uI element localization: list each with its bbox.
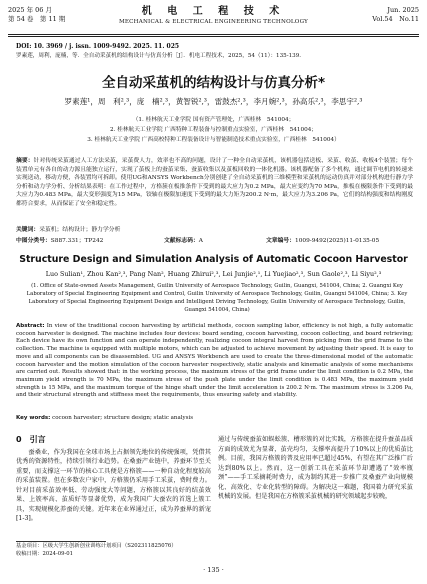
abstract-cn-label: 摘要：: [16, 158, 34, 164]
keywords-cn-text: 采茧机；结构设计；静力学分析: [39, 227, 121, 233]
authors-en: Luo Sulian¹, Zhou Kan²,³, Pang Nan², Huang Zhirui²,³, Lei Junjie²,¹, Li Yuejiao²,³, Sun Gaole²,³, Li Siyu²,³: [45, 270, 382, 278]
intro-paragraph-left: 蚕桑业，作为我国在全球市场上占据领先地位的传统强项，凭借其优秀的资源特性，持续引领行业趋势。在桑蚕产业链中，养蚕环节至关重要，而支撑这一环节的核心工具便是方格簇——一种自动化程度较高的采茧装置。但在多数农户家中，方格簇仍采用手工采茧，费时费力。针对目前采茧效率低、劳动强度大等问题，方格簇以其良好的结茧效果、上簇率高、茧质好等显著优势，成为我国广大蚕农的首选上簇工具，实现规模化养蚕的关键。近年来在业界通过正，成为养蚕界的新宠[1-3]。: [16, 448, 211, 522]
abstract-cn-text: 针对传统采茧通过人工方法采茧，采茧费人力，效率也不高的问题，设计了一种全自动采茧机，该机器包括送板、采茧、收茧、收板4个装置；每个装置单元有各自的动力源且能独立运行，实现了茧板上的蚕茧采集、蚕茧收集以及茧板回收的一体化机器。该机器配备了多个机构，通过调节电机的转速来实现送动，移动方便，各装置均可拆卸。使用UG和ANSYS Workbench分别创建了全自动采茧机的三维模型和采茧机的运动仿真并对部分机构进行静力学分析和动力学分析、分析结果表明：在工作过程中，方格簇在板推条件下受到的最大应力为0.2 MPa，最大应变约为70 MPa，推板在极限条件下受到的最大应力为0.483 MPa，最大变形强度为15 MPa，铰轴在极限加速度下受到的最大力矩为200.2 N·m，最大应力为3.206 Pa，它们的结构强度和结构刚度都符合要求，从而保证了安全和稳定性。: [16, 158, 413, 207]
doc-code-value: A: [198, 238, 203, 244]
classification-line: [16, 237, 413, 246]
abstract-en-text: In view of the traditional cocoon harvesting by artificial methods, cocoon sampling labor, efficiency is not high, a fully automatic cocoon harvester is designed. The machine includes four devices: board sending, cocoon harvesting, cocoon collecting, and board retrieving; Each device have its own function and can operate independently, realizing cocoon integral harvest from picking from the grid frame to the collection. The machine is equipped with multiple motors, which can be adjusted to achieve movement by adjusting their speed. It is easy to move and all components can be disassembled. UG and ANSYS Workbench are used to create the three-dimensional model of the automatic cocoon harvester and the motion simulation of the cocoon harvester respectively, static analysis and kinematic analysis of some mechanisms are carried out. Results showed that: in the working process, the maximum stress of the grid frame under the limit condition is 0.2 MPa, the maximum yield strength is 70 MPa, the maximum stress of the push plate under the limit condition is 0.483 MPa, the maximum yield strength is 15 MPa, and the maximum torque of the hinge shaft under the limit acceleration is 200.2 N·m. The maximum stress is 3.206 Pa, and their structural strength and stiffness meet the requirements, thus ensuring safety and stability.: [16, 323, 413, 399]
keywords-en-text: cocoon harvester; structure design; static analysis: [52, 415, 194, 421]
keywords-en: [16, 415, 413, 423]
article-number: [266, 237, 379, 246]
header-date-en: Jun. 2025: [387, 6, 419, 14]
footnote-divider: [16, 541, 106, 542]
page-title: 全自动采茧机的结构设计与仿真分析*: [101, 75, 326, 91]
affiliation-cn-1: （1. 桂林航天工业学院 国有资产管理处，广西桂林 541004；: [132, 117, 295, 123]
header-date: 2025 年 06 月: [8, 6, 53, 14]
page-number: · 135 ·: [203, 566, 224, 574]
abstract-en: [16, 323, 413, 400]
abstract-en-label: Abstract:: [16, 323, 45, 329]
keywords-en-label: Key words:: [16, 415, 51, 421]
header-center: [8, 6, 419, 26]
keywords-cn-label: 关键词：: [16, 227, 40, 233]
header-rule-top: [8, 34, 419, 35]
article-number-label: 文章编号：: [266, 238, 295, 244]
clc-value: S887.331；TP242: [50, 238, 104, 244]
title-en: Structure Design and Simulation Analysis of Automatic Cocoon Harvestor: [19, 254, 408, 265]
clc: [16, 237, 103, 246]
footnote-received-date: 收稿日期：2024-09-01: [16, 550, 74, 557]
header-right: [372, 6, 419, 24]
footnote-fund: 基金项目：区级大学生创新创业训练计划项目（S202311825076）: [16, 543, 177, 549]
intro-paragraph-right: 通过与传统蚕茧如蜈蚣簇、槽形簇的对比实践，方格簇在提升蚕茧品质方面的成效尤为显著，茧壳均匀，支撑率高提升了10%以上的优质茧比例。目前，我国方格簇的普及应用率已超过45%，有望在其广泛推广后达到80%以上。然而，这一创新工具在采茧环节却遭遇了“效率瓶颈”——手工采摘耗时费力，成为制约其进一步推广及桑蚕产业向规模化、高效化、专业化转型的障碍。为解决这一难题，我国着力研究采茧机械的发展。但是我国在方格簇采茧机械的研究领域起步较晚，: [218, 436, 413, 500]
body-column-right: [218, 435, 413, 559]
header-volume-en: Vol.54 No.11: [372, 15, 419, 23]
keywords-cn: [16, 226, 413, 235]
doc-code-label: 文献标志码：: [164, 238, 199, 244]
abstract-cn: [16, 157, 413, 209]
journal-header: [8, 6, 419, 36]
authors-cn: 罗素莲¹，周 利²,³，庞 楠²,³，黄智锐²,³，雷鼓杰²,³，李月婉²,³，孙高乐²,³，李思宇²,³: [64, 97, 363, 106]
footnote: [16, 543, 216, 558]
doc-code: [164, 237, 203, 246]
citation: 罗素莲，周利，庞楠，等．全自动采茧机的结构设计与仿真分析［J］．机电工程技术，2025，54（11）：135-139.: [16, 53, 302, 59]
affiliation-cn-2: 2. 桂林航天工业学院 广西特种工程装备与控制重点实验室，广西桂林 541004；: [109, 127, 318, 133]
doi: DOI: 10. 3969 / j. issn. 1009-9492. 2025. 11. 025: [16, 43, 180, 50]
affiliations-en: (1. Office of State-owned Assets Management, Guilin University of Aerospace Technology, Guilin, Guangxi, 541004, China; 2. Guangxi Key Laboratory of Special Engineering Equipment and Control, Guilin University of Aerospace Technology, Guilin, Guangxi 541004, China; 3. Key Laboratory of Special Engineering Equipment Design and Intelligent Driving Technology, Guilin University of Aerospace Technology, Guilin, Guangxi 541004, China): [26, 283, 408, 313]
header-rule-bottom: [8, 36, 419, 37]
affiliation-cn-3: 3. 桂林航天工业学院 广西高校特种工程装备设计与智能制造技术重点实验室，广西桂林 541004）: [87, 137, 340, 143]
header-volume: 第 54 卷 第 11 期: [8, 15, 66, 23]
journal-name-cn: 机 电 工 程 技 术: [141, 6, 286, 17]
article-number-value: 1009-9492(2025)11-0135-05: [295, 238, 380, 244]
section-heading-intro: 0 引言: [16, 435, 46, 444]
journal-name-en: MECHANICAL & ELECTRICAL ENGINEERING TECHNOLOGY: [118, 19, 309, 25]
clc-label: 中图分类号：: [16, 238, 51, 244]
body-column-left: [16, 435, 211, 522]
